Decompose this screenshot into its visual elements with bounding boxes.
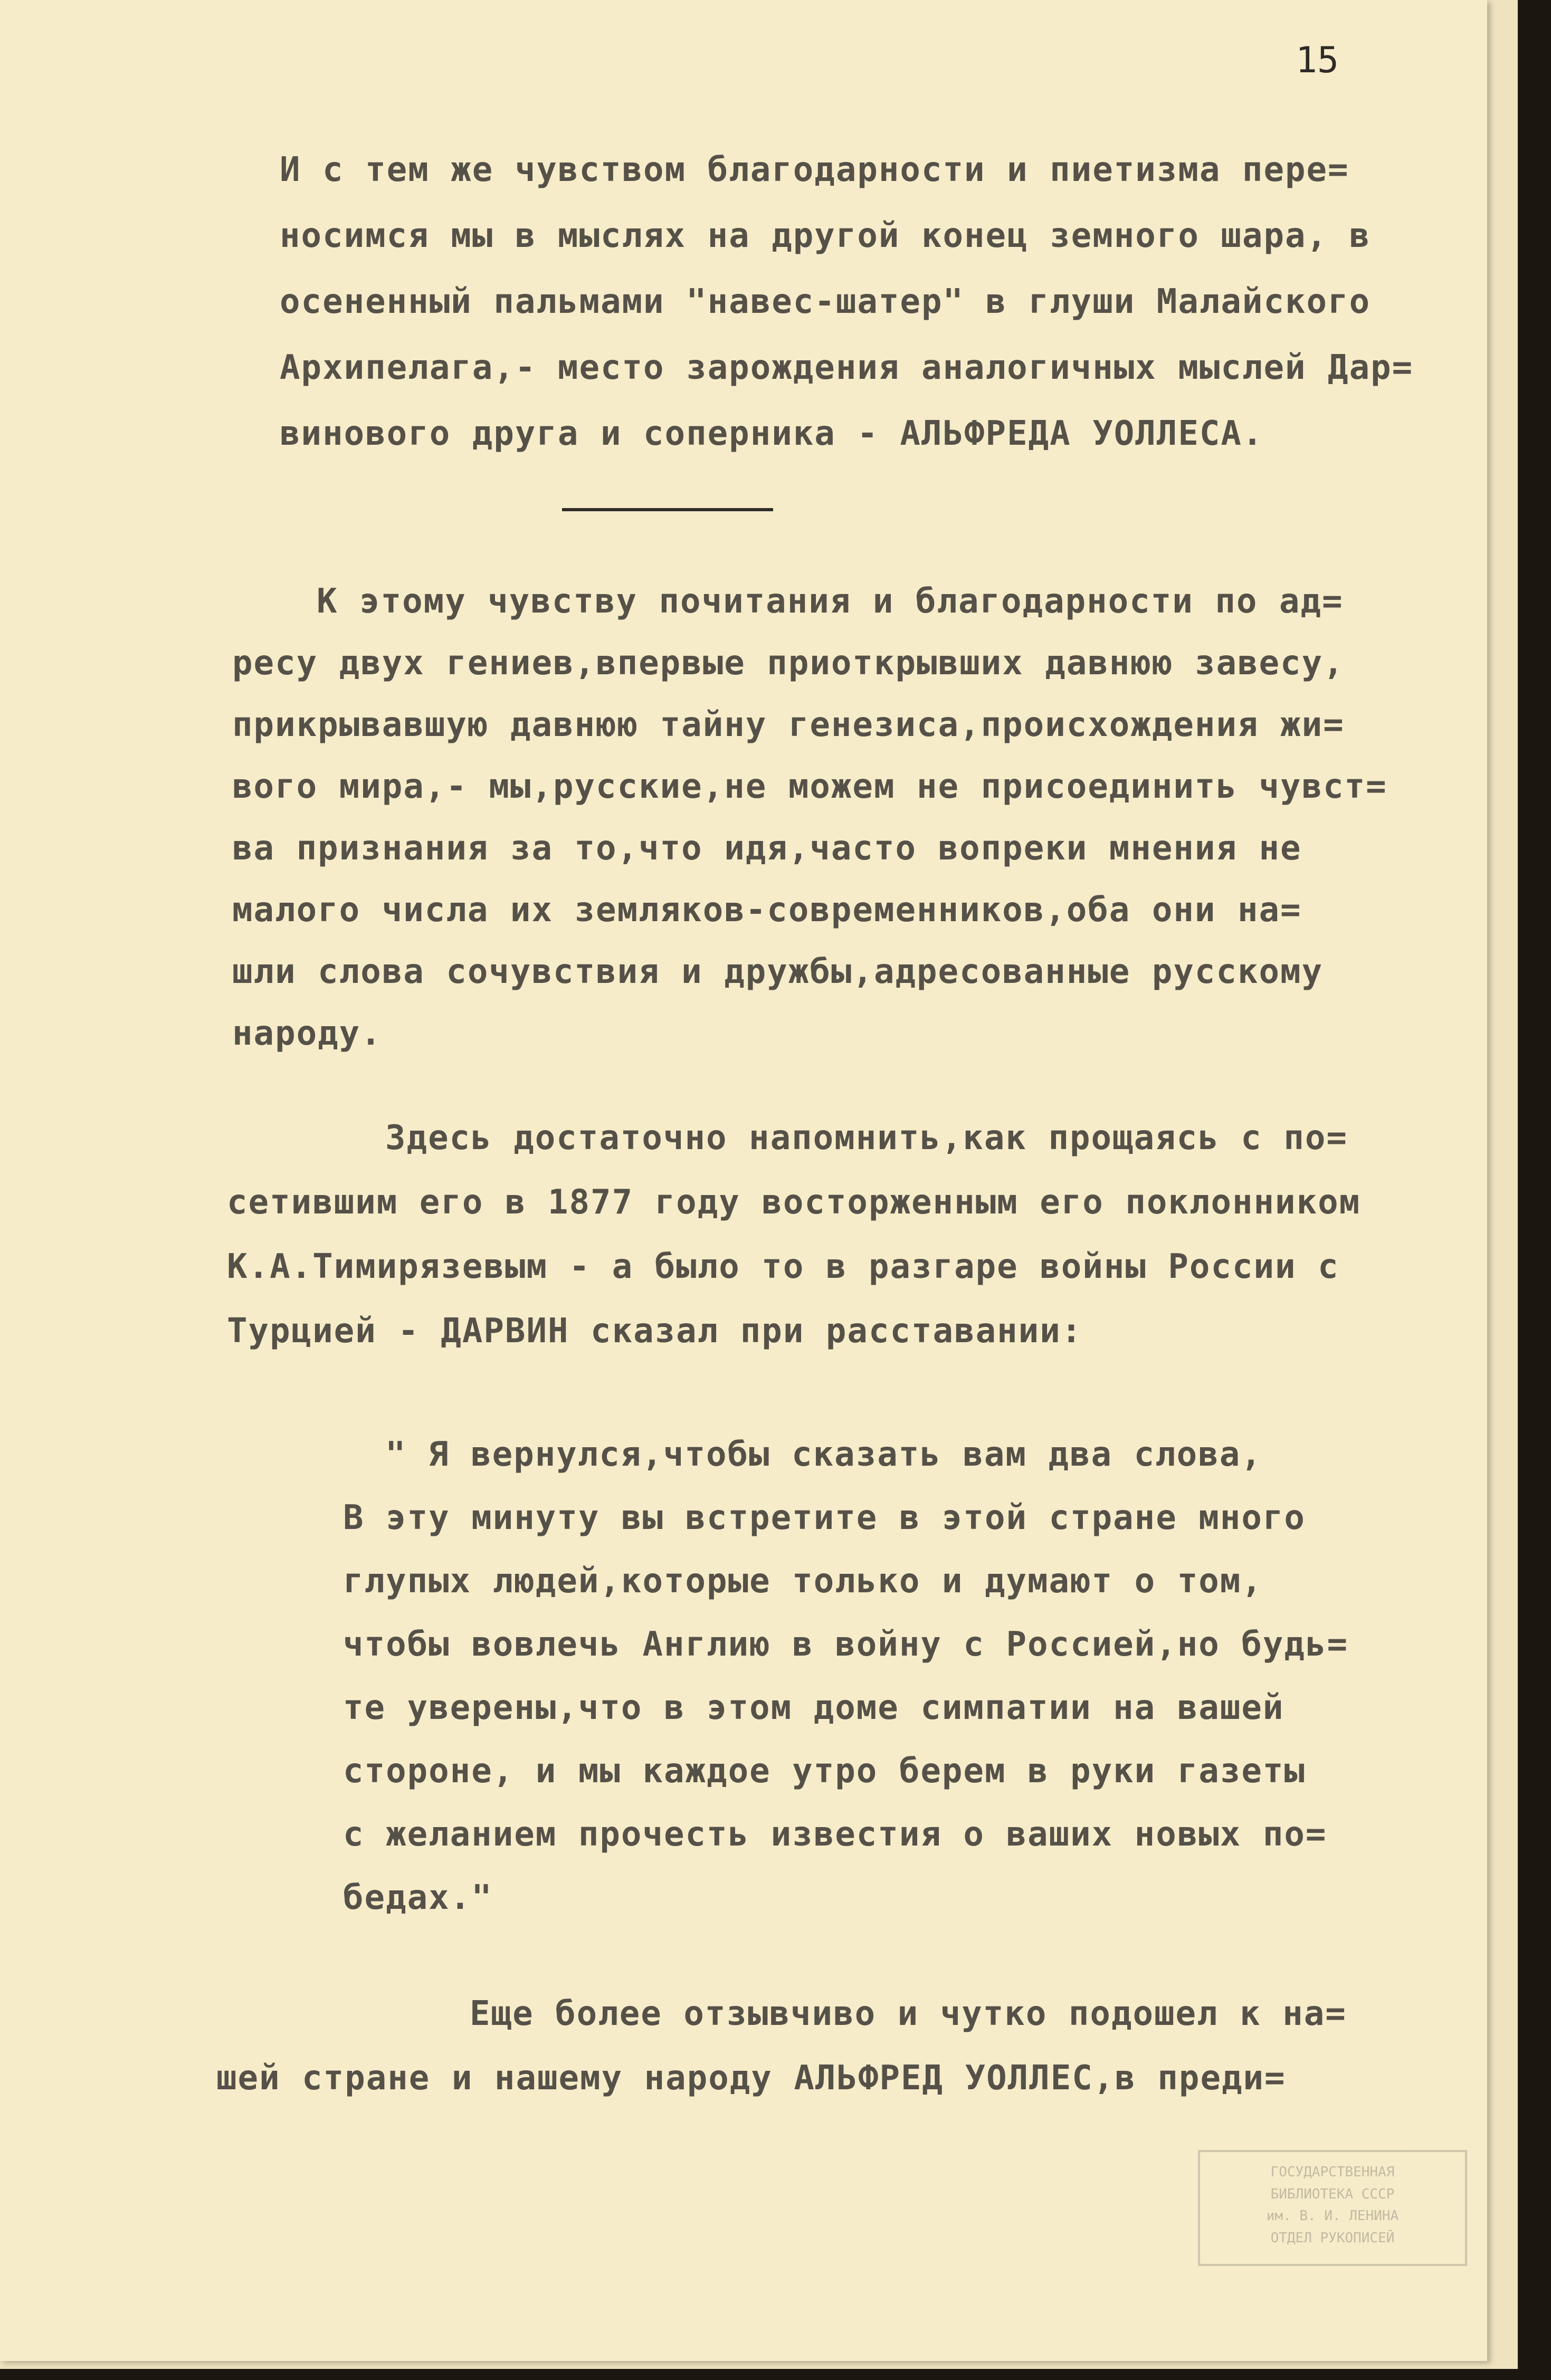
text-line: Здесь достаточно напомнить,как прощаясь с по= (385, 1119, 1348, 1158)
stamp-line: БИБЛИОТЕКА СССР (1270, 2186, 1395, 2202)
text-line: И с тем же чувством благодарности и пиетизма пере= (280, 150, 1349, 189)
text-line: Турцией - ДАРВИН сказал при расставании: (227, 1312, 1083, 1351)
text-line: стороне, и мы каждое утро берем в руки газеты (343, 1752, 1306, 1791)
text-line: сетившим его в 1877 году восторженным его поклонником (227, 1183, 1361, 1222)
text-line: вого мира,- мы,русские,не можем не присоединить чувст= (232, 767, 1387, 806)
library-stamp (1198, 2150, 1467, 2266)
text-line: осененный пальмами "навес-шатер" в глуши Малайского (280, 282, 1371, 321)
text-line: бедах." (343, 1878, 493, 1917)
section-divider (562, 508, 773, 511)
text-line: К.А.Тимирязевым - а было то в разгаре войны России с (227, 1247, 1339, 1286)
text-line: К этому чувству почитания и благодарности по ад= (317, 582, 1344, 621)
text-line: чтобы вовлечь Англию в войну с Россией,но будь= (343, 1625, 1348, 1664)
stamp-line: ГОСУДАРСТВЕННАЯ (1270, 2164, 1395, 2180)
text-line: глупых людей,которые только и думают о том, (343, 1562, 1263, 1601)
text-line: шей стране и нашему народу АЛЬФРЕД УОЛЛЕС,в преди= (216, 2059, 1286, 2098)
stamp-line: ОТДЕЛ РУКОПИСЕЙ (1270, 2230, 1395, 2246)
page-number: 15 (1296, 40, 1339, 81)
text-line: носимся мы в мыслях на другой конец земного шара, в (280, 216, 1371, 255)
text-line: малого числа их земляков-современников,оба они на= (232, 891, 1302, 930)
stamp-line: им. В. И. ЛЕНИНА (1266, 2208, 1399, 2224)
text-line: " Я вернулся,чтобы сказать вам два слова, (385, 1435, 1262, 1474)
text-line: прикрывавшую давнюю тайну генезиса,происхождения жи= (232, 705, 1345, 744)
text-line: те уверены,что в этом доме симпатии на вашей (343, 1688, 1284, 1727)
text-line: с желанием прочесть известия о ваших новых по= (343, 1815, 1327, 1854)
text-line: Еще более отзывчиво и чутко подошел к на= (470, 1994, 1347, 2033)
text-line: шли слова сочувствия и дружбы,адресованные русскому (232, 952, 1324, 991)
text-line: Архипелага,- место зарождения аналогичных мыслей Дар= (280, 348, 1414, 387)
text-line: винового друга и соперника - АЛЬФРЕДА УОЛЛЕСА. (280, 414, 1264, 453)
text-line: ресу двух гениев,впервые приоткрывших давнюю завесу, (232, 644, 1345, 683)
text-line: В эту минуту вы встретите в этой стране много (343, 1498, 1306, 1537)
text-line: ва признания за то,что идя,часто вопреки мнения не (232, 829, 1302, 868)
text-line: народу. (232, 1014, 382, 1053)
